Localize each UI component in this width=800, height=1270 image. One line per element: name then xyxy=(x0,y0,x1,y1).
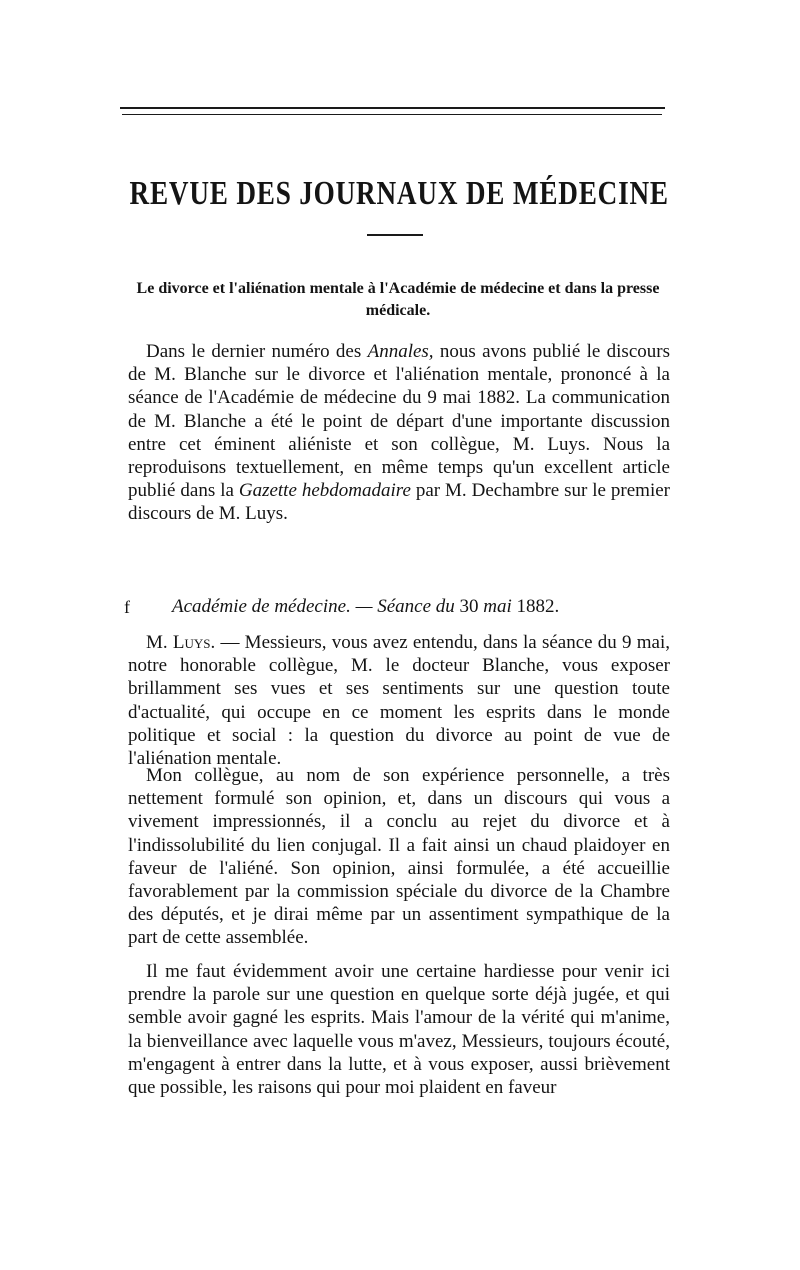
session-academie: Académie de médecine. — Séance du xyxy=(172,596,460,617)
intro-text-3: par M. Dechambre sur le premier discours de M. Luys. xyxy=(128,480,670,525)
session-heading xyxy=(128,595,670,618)
page-title: REVUE DES JOURNAUX DE MÉDECINE xyxy=(129,175,669,212)
intro-gazette: Gazette hebdomadaire xyxy=(238,480,411,502)
speech-paragraph-3: Il me faut évidemment avoir une certaine hardiesse pour venir ici prendre la parole sur une question en quelque sorte déjà jugée, et qui semble avoir gagné les esprits. Mais l'amour de la vérité qui m'anime, la bienveillance avec laquelle vous m'avez, Messieurs, toujours écouté, m'engagent à entrer dans la lutte, et à vous exposer, aussi brièvement que possible, les raisons qui pour moi plaident en faveur xyxy=(128,961,670,1099)
article-subtitle: Le divorce et l'aliénation mentale à l'Académie de médecine et dans la presse médicale. xyxy=(136,280,660,319)
top-double-rule-thin xyxy=(122,114,662,115)
speech-text-1: — Messieurs, vous avez entendu, dans la séance du 9 mai, notre honorable collègue, M. le docteur Blanche, vous exposer brillamment ses vues et ses sentiments sur une question toute d'actualité, qui occupe en ce moment les esprits dans le monde politique et social : la question du divorce au point de vue de l'aliénation mentale. xyxy=(128,632,670,770)
speaker-name: M. Luys. xyxy=(146,632,216,653)
session-day: 30 xyxy=(459,596,479,617)
margin-mark: f xyxy=(124,597,130,617)
top-double-rule xyxy=(120,107,665,109)
intro-annales: Annales, xyxy=(367,341,434,362)
title-divider xyxy=(367,234,423,236)
session-month: mai xyxy=(478,596,512,617)
intro-paragraph xyxy=(128,340,670,526)
intro-text-2: nous avons publié le discours de M. Blanche sur le divorce et l'aliénation mentale, prononcé à la séance de l'Académie de médecine du 9 mai 1882. La communication de M. Blanche a été le point de départ d'une importante discussion entre cet éminent aliéniste et son collègue, M. Luys. Nous la reproduisons textuellement, en même temps qu'un excellent article publié dans la xyxy=(128,341,670,502)
speech-paragraph-2: Mon collègue, au nom de son expérience personnelle, a très nettement formulé son opinion, et, dans un discours qui vous a vivement impressionnés, il a conclu au rejet du divorce et à l'indissolubilité du lien conjugal. Il a fait ainsi un chaud plaidoyer en faveur de l'aliéné. Son opinion, ainsi formulée, a été accueillie favorablement par la commission spéciale du divorce de la Chambre des députés, et je dirai même par un assentiment sympathique de la part de cette assemblée. xyxy=(128,765,670,949)
speech-paragraph-1 xyxy=(128,631,670,770)
intro-text-1: Dans le dernier numéro des xyxy=(146,341,368,362)
session-year: 1882. xyxy=(511,596,560,617)
